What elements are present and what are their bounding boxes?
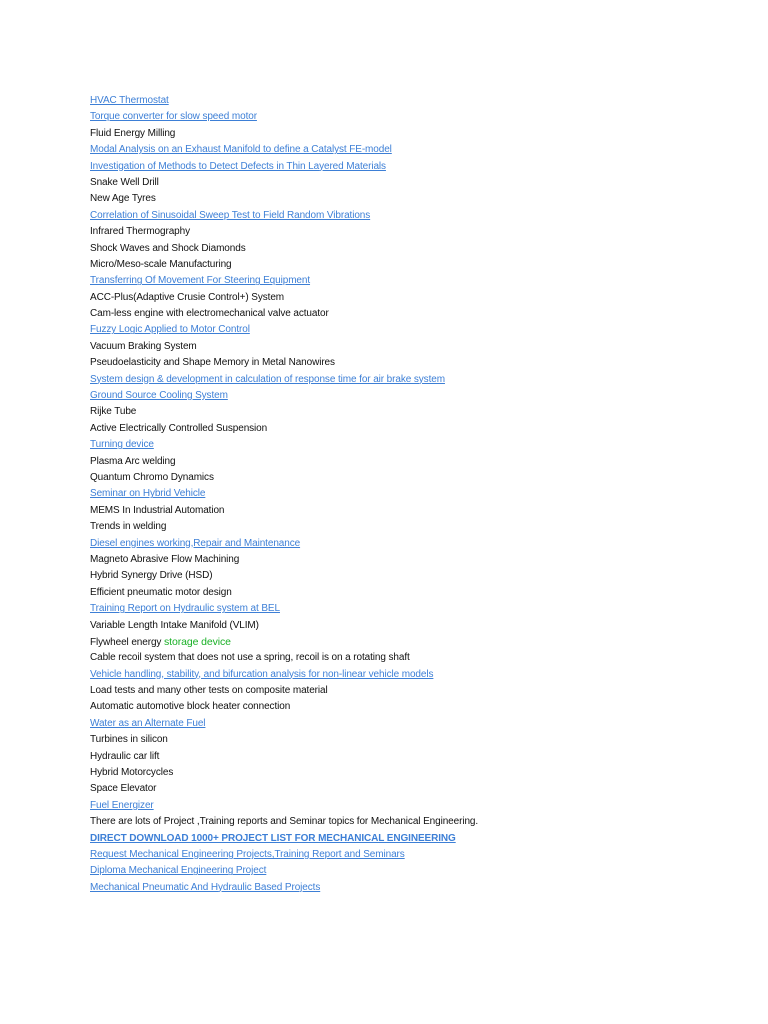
topic-text-row (90, 749, 730, 765)
topic-link[interactable]: Vehicle handling, stability, and bifurcation analysis for non-linear vehicle models (90, 668, 434, 680)
topic-text: There are lots of Project ,Training reports and Seminar topics for Mechanical Engineering. (90, 816, 479, 828)
topic-text-row (90, 175, 730, 191)
topic-text-row (90, 421, 730, 437)
topic-link-row (90, 322, 730, 338)
topic-text-row (90, 126, 730, 142)
project-topic-list (90, 93, 730, 896)
topic-text-row (90, 732, 730, 748)
topic-text: Variable Length Intake Manifold (VLIM) (90, 619, 259, 631)
topic-link[interactable]: Ground Source Cooling System (90, 390, 228, 402)
topic-text-row (90, 454, 730, 470)
topic-text: Space Elevator (90, 783, 157, 795)
topic-link-row (90, 159, 730, 175)
topic-text-row (90, 503, 730, 519)
topic-link[interactable]: Modal Analysis on an Exhaust Manifold to define a Catalyst FE-model (90, 144, 392, 156)
topic-text-row (90, 568, 730, 584)
topic-text-row (90, 224, 730, 240)
topic-link-row (90, 142, 730, 158)
topic-link-row (90, 536, 730, 552)
topic-text: Hybrid Synergy Drive (HSD) (90, 570, 213, 582)
topic-text-row (90, 519, 730, 535)
topic-text-row (90, 699, 730, 715)
topic-link[interactable]: Seminar on Hybrid Vehicle (90, 488, 206, 500)
topic-text: Snake Well Drill (90, 176, 159, 188)
topic-link-row (90, 437, 730, 453)
topic-text: MEMS In Industrial Automation (90, 504, 225, 516)
topic-text-row (90, 781, 730, 797)
topic-text-row (90, 306, 730, 322)
topic-link[interactable]: Diploma Mechanical Engineering Project (90, 865, 267, 877)
topic-text-row (90, 814, 730, 830)
topic-link[interactable]: Transferring Of Movement For Steering Equipment (90, 275, 311, 287)
topic-text-row (90, 191, 730, 207)
topic-link-row (90, 880, 730, 896)
topic-link-row (90, 798, 730, 814)
topic-link-row (90, 863, 730, 879)
topic-text: Hydraulic car lift (90, 750, 160, 762)
topic-text-row (90, 650, 730, 666)
topic-text: Pseudoelasticity and Shape Memory in Metal Nanowires (90, 357, 335, 369)
topic-link[interactable]: Training Report on Hydraulic system at BEL (90, 603, 280, 615)
topic-text: Load tests and many other tests on composite material (90, 685, 328, 697)
topic-text: Flywheel energy (90, 636, 164, 648)
topic-text: Infrared Thermography (90, 226, 190, 238)
topic-text-row (90, 683, 730, 699)
topic-text-row (90, 339, 730, 355)
topic-text: New Age Tyres (90, 193, 156, 205)
topic-text: Trends in welding (90, 521, 167, 533)
topic-link-row (90, 601, 730, 617)
topic-text-row (90, 634, 730, 650)
topic-text: Quantum Chromo Dynamics (90, 471, 214, 483)
topic-link-row (90, 93, 730, 109)
topic-link-row (90, 831, 730, 847)
topic-link-row (90, 388, 730, 404)
topic-text-row (90, 470, 730, 486)
topic-text: Fluid Energy Milling (90, 127, 176, 139)
topic-text-row (90, 618, 730, 634)
topic-link[interactable]: Correlation of Sinusoidal Sweep Test to Field Random Vibrations (90, 209, 371, 221)
topic-text: Efficient pneumatic motor design (90, 586, 232, 598)
topic-text-row (90, 765, 730, 781)
topic-link[interactable]: System design & development in calculation of response time for air brake system (90, 373, 445, 385)
topic-text: Micro/Meso-scale Manufacturing (90, 258, 232, 270)
topic-link[interactable]: Request Mechanical Engineering Projects,Training Report and Seminars (90, 848, 405, 860)
topic-link-row (90, 208, 730, 224)
topic-text: ACC-Plus(Adaptive Crusie Control+) System (90, 291, 285, 303)
topic-text-row (90, 257, 730, 273)
topic-link-row (90, 109, 730, 125)
topic-text: Plasma Arc welding (90, 455, 176, 467)
topic-text-row (90, 241, 730, 257)
topic-link[interactable]: Investigation of Methods to Detect Defects in Thin Layered Materials (90, 160, 386, 172)
topic-link-row (90, 372, 730, 388)
topic-link[interactable]: Fuel Energizer (90, 799, 154, 811)
topic-text: Active Electrically Controlled Suspension (90, 422, 268, 434)
topic-text: Cam-less engine with electromechanical valve actuator (90, 308, 329, 320)
topic-link-row (90, 667, 730, 683)
topic-text: Cable recoil system that does not use a spring, recoil is on a rotating shaft (90, 652, 410, 664)
topic-text-row (90, 552, 730, 568)
topic-link[interactable]: Turning device (90, 439, 154, 451)
topic-link[interactable]: Fuzzy Logic Applied to Motor Control (90, 324, 250, 336)
topic-text: Rijke Tube (90, 406, 137, 418)
topic-text: Hybrid Motorcycles (90, 767, 174, 779)
topic-link[interactable]: DIRECT DOWNLOAD 1000+ PROJECT LIST FOR MECHANICAL ENGINEERING (90, 832, 456, 844)
topic-link-row (90, 486, 730, 502)
highlighted-text: storage device (164, 635, 231, 648)
topic-link-row (90, 273, 730, 289)
topic-text-row (90, 404, 730, 420)
topic-text: Magneto Abrasive Flow Machining (90, 553, 240, 565)
topic-text-row (90, 585, 730, 601)
topic-text: Automatic automotive block heater connection (90, 701, 291, 713)
topic-text: Turbines in silicon (90, 734, 168, 746)
topic-text: Shock Waves and Shock Diamonds (90, 242, 246, 254)
topic-link[interactable]: HVAC Thermostat (90, 95, 169, 106)
topic-link-row (90, 847, 730, 863)
topic-link-row (90, 716, 730, 732)
topic-text-row (90, 290, 730, 306)
topic-link[interactable]: Torque converter for slow speed motor (90, 111, 257, 123)
topic-text: Vacuum Braking System (90, 340, 197, 352)
topic-link[interactable]: Diesel engines working,Repair and Maintenance (90, 537, 301, 549)
topic-link[interactable]: Water as an Alternate Fuel (90, 717, 206, 729)
topic-text-row (90, 355, 730, 371)
topic-link[interactable]: Mechanical Pneumatic And Hydraulic Based Projects (90, 881, 321, 893)
